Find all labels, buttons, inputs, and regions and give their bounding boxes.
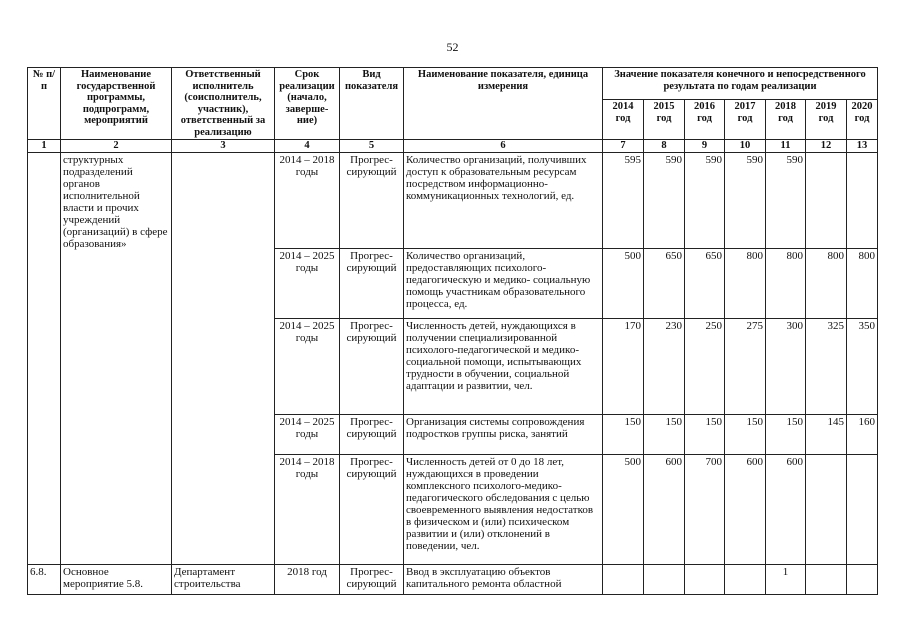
value-cell: 145 — [806, 414, 847, 454]
value-cell: 600 — [644, 454, 685, 564]
value-cell: 500 — [603, 248, 644, 318]
value-cell: 300 — [766, 318, 806, 414]
column-number: 4 — [275, 140, 340, 153]
column-number: 10 — [725, 140, 766, 153]
row-num-cell: 6.8. — [28, 564, 61, 594]
value-cell: 230 — [644, 318, 685, 414]
value-cell: 250 — [685, 318, 725, 414]
column-number: 1 — [28, 140, 61, 153]
value-cell: 325 — [806, 318, 847, 414]
column-number: 6 — [404, 140, 603, 153]
value-cell: 600 — [766, 454, 806, 564]
value-cell: 150 — [685, 414, 725, 454]
value-cell: 500 — [603, 454, 644, 564]
value-cell: 150 — [644, 414, 685, 454]
value-cell: 650 — [685, 248, 725, 318]
period-cell: 2014 – 2025 годы — [275, 318, 340, 414]
value-cell — [847, 152, 878, 248]
header-num: № п/п — [28, 68, 61, 140]
value-cell: 595 — [603, 152, 644, 248]
header-indicator-name: Наименование показателя, единица измерения — [404, 68, 603, 140]
value-cell — [644, 564, 685, 594]
value-cell: 160 — [847, 414, 878, 454]
header-responsible: Ответственный исполнитель (соисполнитель, участник), ответственный за реализацию — [172, 68, 275, 140]
value-cell — [847, 454, 878, 564]
column-number: 2 — [61, 140, 172, 153]
indicator-name-cell: Численность детей от 0 до 18 лет, нуждающихся в проведении комплексного психолого-медико- педагогического обследования с целью своевременного выявления недостатков в физическом и (или) психическом развитии и (или) отклонений в поведении, чел. — [404, 454, 603, 564]
value-cell: 150 — [766, 414, 806, 454]
value-cell — [806, 152, 847, 248]
column-number: 3 — [172, 140, 275, 153]
column-numbers-row — [28, 140, 878, 153]
header-year: 2018 год — [766, 100, 806, 140]
indicator-type-cell: Прогрес- сирующий — [340, 318, 404, 414]
value-cell: 590 — [725, 152, 766, 248]
period-cell: 2018 год — [275, 564, 340, 594]
indicator-type-cell: Прогрес- сирующий — [340, 414, 404, 454]
value-cell: 150 — [725, 414, 766, 454]
value-cell: 800 — [806, 248, 847, 318]
indicator-type-cell: Прогрес- сирующий — [340, 454, 404, 564]
column-number: 13 — [847, 140, 878, 153]
value-cell — [685, 564, 725, 594]
indicator-name-cell: Количество организаций, предоставляющих психолого- педагогическую и медико- социальную помощь участникам образовательного процесса, ед. — [404, 248, 603, 318]
value-cell — [847, 564, 878, 594]
header-year: 2017 год — [725, 100, 766, 140]
column-number: 12 — [806, 140, 847, 153]
header-period: Срок реализации (начало, заверше- ние) — [275, 68, 340, 140]
value-cell: 150 — [603, 414, 644, 454]
value-cell: 650 — [644, 248, 685, 318]
value-cell: 275 — [725, 318, 766, 414]
value-cell: 590 — [685, 152, 725, 248]
indicator-type-cell: Прогрес- сирующий — [340, 152, 404, 248]
value-cell: 590 — [766, 152, 806, 248]
page-number: 52 — [446, 40, 459, 54]
header-indicator-type: Вид показателя — [340, 68, 404, 140]
table-row — [28, 152, 878, 248]
value-cell: 1 — [766, 564, 806, 594]
indicator-name-cell: Численность детей, нуждающихся в получении специализированной психолого-педагогической и медико-социальной помощи, испытывающих трудности в обучении, социальной адаптации и развитии, чел. — [404, 318, 603, 414]
indicator-name-cell: Ввод в эксплуатацию объектов капитального ремонта областной — [404, 564, 603, 594]
header-year: 2015 год — [644, 100, 685, 140]
period-cell: 2014 – 2025 годы — [275, 248, 340, 318]
value-cell: 800 — [766, 248, 806, 318]
column-number: 5 — [340, 140, 404, 153]
value-cell: 350 — [847, 318, 878, 414]
indicators-table — [27, 67, 878, 595]
column-number: 8 — [644, 140, 685, 153]
table-row — [28, 564, 878, 594]
column-number: 11 — [766, 140, 806, 153]
period-cell: 2014 – 2018 годы — [275, 152, 340, 248]
period-cell: 2014 – 2018 годы — [275, 454, 340, 564]
value-cell: 170 — [603, 318, 644, 414]
value-cell: 600 — [725, 454, 766, 564]
program-name-cell: Основное мероприятие 5.8. — [61, 564, 172, 594]
indicator-name-cell: Организация системы сопровождения подростков группы риска, занятий — [404, 414, 603, 454]
responsible-cell: Департамент строительства — [172, 564, 275, 594]
value-cell: 800 — [725, 248, 766, 318]
header-year: 2016 год — [685, 100, 725, 140]
header-program-name: Наименование государственной программы, подпрограмм, мероприятий — [61, 68, 172, 140]
value-cell: 800 — [847, 248, 878, 318]
header-year: 2020 год — [847, 100, 878, 140]
value-cell — [806, 454, 847, 564]
value-cell: 590 — [644, 152, 685, 248]
value-cell — [603, 564, 644, 594]
program-name-cell: структурных подразделений органов исполнительной власти и прочих учреждений (организаций) в сфере образования» — [61, 152, 172, 564]
responsible-cell — [172, 152, 275, 564]
header-values-group: Значение показателя конечного и непосредственного результата по годам реализации — [603, 68, 878, 100]
column-number: 9 — [685, 140, 725, 153]
value-cell: 700 — [685, 454, 725, 564]
value-cell — [725, 564, 766, 594]
period-cell: 2014 – 2025 годы — [275, 414, 340, 454]
indicator-name-cell: Количество организаций, получивших доступ к образовательным ресурсам посредством информационно- коммуникационных технологий, ед. — [404, 152, 603, 248]
header-row — [28, 68, 878, 100]
column-number: 7 — [603, 140, 644, 153]
row-num-cell — [28, 152, 61, 564]
value-cell — [806, 564, 847, 594]
header-year: 2014 год — [603, 100, 644, 140]
header-year: 2019 год — [806, 100, 847, 140]
indicator-type-cell: Прогрес- сирующий — [340, 248, 404, 318]
indicator-type-cell: Прогрес- сирующий — [340, 564, 404, 594]
